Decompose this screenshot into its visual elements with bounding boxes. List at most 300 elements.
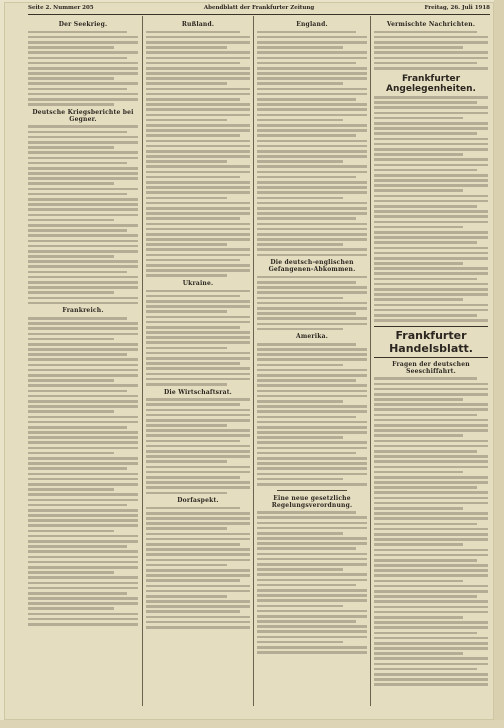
text-line (28, 400, 138, 403)
header-right: Freitag, 26. Juli 1918 (424, 5, 490, 11)
text-line (257, 511, 356, 514)
text-line (28, 77, 114, 80)
text-line (374, 267, 488, 270)
text-line (374, 403, 488, 406)
text-line (374, 621, 488, 624)
text-line (28, 250, 138, 253)
text-line (374, 184, 488, 187)
column-rule (142, 16, 143, 706)
text-line (146, 331, 250, 334)
text-line (257, 532, 343, 535)
text-line (146, 93, 250, 96)
text-line (374, 486, 477, 489)
text-line (146, 533, 250, 536)
text-line (28, 509, 138, 512)
text-line (146, 171, 250, 174)
text-line (257, 36, 367, 39)
text-line (374, 117, 463, 120)
text-line (374, 377, 477, 380)
text-line (28, 240, 138, 243)
text-line (146, 51, 250, 54)
text-line (28, 441, 138, 444)
text-line (374, 231, 488, 234)
text-line (374, 288, 488, 291)
text-line (28, 405, 138, 408)
text-line (146, 398, 250, 401)
header-left: Seite 2. Nummer 205 (28, 5, 94, 11)
text-line (28, 607, 114, 610)
text-line (374, 241, 477, 244)
text-line (374, 293, 488, 296)
text-line (146, 336, 250, 339)
text-line (257, 108, 367, 111)
text-line (374, 616, 463, 619)
text-line (374, 179, 488, 182)
text-line (257, 243, 343, 246)
text-line (146, 62, 240, 65)
text-line (146, 108, 250, 111)
text-line (257, 431, 367, 434)
text-line (28, 67, 138, 70)
text-line (146, 538, 250, 541)
text-line (374, 210, 488, 213)
text-line (374, 564, 488, 567)
text-line (28, 291, 114, 294)
text-line (28, 51, 138, 54)
heading: Fragen der deutschen Seeschiffahrt. (392, 360, 470, 375)
text-line (374, 455, 488, 458)
text-line (374, 189, 463, 192)
text-line (374, 668, 477, 671)
text-line (146, 321, 250, 324)
text-line (374, 200, 488, 203)
text-line (374, 647, 488, 650)
text-line (28, 255, 114, 258)
text-line (257, 584, 356, 587)
text-line (146, 295, 240, 298)
heading: Amerika. (296, 333, 328, 341)
text-line (257, 114, 367, 117)
text-line (257, 447, 367, 450)
text-line (374, 512, 488, 515)
text-line (28, 193, 127, 196)
text-line (28, 514, 138, 517)
text-line (146, 460, 227, 463)
text-line (257, 405, 367, 408)
heading: Eine neue gesetzliche Regelungsverordnung. (271, 494, 353, 509)
text-line (257, 72, 367, 75)
text-line (146, 129, 250, 132)
text-line (146, 559, 250, 562)
text-line (257, 51, 367, 54)
text-line (257, 441, 367, 444)
text-line (28, 182, 114, 185)
text-line (374, 673, 488, 676)
text-line (146, 476, 240, 479)
text-line (146, 419, 250, 422)
heading: Ukraine. (182, 280, 214, 287)
text-line (28, 436, 138, 439)
text-line (146, 77, 250, 80)
text-line (374, 491, 488, 494)
text-line (257, 467, 367, 470)
text-line (28, 582, 138, 585)
text-line (146, 590, 250, 593)
text-line (28, 343, 138, 346)
text-line (28, 467, 127, 470)
text-line (257, 233, 367, 236)
heading: Dorfaspekt. (177, 497, 219, 505)
text-line (146, 217, 240, 220)
text-line (374, 429, 488, 432)
text-line (257, 473, 367, 476)
text-line (28, 72, 138, 75)
text-line (28, 265, 138, 268)
text-line (28, 353, 127, 356)
text-line (28, 188, 138, 191)
text-line (257, 400, 343, 403)
text-line (257, 176, 356, 179)
text-line (146, 409, 250, 412)
text-line (146, 450, 250, 453)
text-line (28, 31, 127, 34)
text-line (374, 383, 488, 386)
text-line (28, 602, 138, 605)
text-line (257, 573, 367, 576)
text-line (146, 228, 250, 231)
text-line (257, 364, 343, 367)
text-line (257, 547, 356, 550)
text-line (146, 553, 250, 556)
text-line (257, 171, 367, 174)
text-line (257, 542, 367, 545)
text-line (257, 286, 367, 289)
text-line (374, 41, 488, 44)
text-line (374, 580, 463, 583)
text-line (146, 466, 250, 469)
text-line (257, 248, 367, 251)
text-line (28, 333, 138, 336)
text-line (28, 550, 138, 553)
text-line (28, 431, 138, 434)
text-line (28, 198, 138, 201)
text-line (374, 585, 488, 588)
text-line (257, 462, 367, 465)
text-line (374, 398, 463, 401)
text-line (257, 594, 367, 597)
text-line (257, 537, 367, 540)
text-line (374, 466, 488, 469)
text-line (28, 348, 138, 351)
text-line (146, 341, 250, 344)
text-line (28, 390, 127, 393)
text-line (257, 426, 367, 429)
text-line (146, 165, 250, 168)
text-line (146, 254, 250, 257)
text-line (374, 626, 488, 629)
text-line (257, 181, 367, 184)
text-line (374, 247, 488, 250)
text-line (146, 191, 250, 194)
text-line (257, 379, 356, 382)
text-line (374, 31, 477, 34)
text-line (28, 125, 138, 128)
text-line (28, 88, 127, 91)
text-line (28, 229, 127, 232)
text-line (257, 605, 343, 608)
text-line (146, 600, 250, 603)
text-line (28, 384, 138, 387)
text-line (374, 62, 477, 65)
text-line (374, 304, 488, 307)
text-line (28, 535, 138, 538)
text-line (257, 421, 367, 424)
text-line (257, 124, 367, 127)
text-line (374, 528, 488, 531)
text-line (374, 36, 488, 39)
text-line (257, 165, 367, 168)
text-line (257, 416, 356, 419)
text-line (374, 67, 488, 70)
text-line (257, 82, 343, 85)
text-line (28, 224, 138, 227)
text-line (28, 571, 114, 574)
text-line (257, 328, 343, 331)
text-line (257, 297, 343, 300)
text-line (374, 574, 488, 577)
text-line (257, 527, 367, 530)
text-line (146, 41, 250, 44)
text-line (146, 574, 250, 577)
text-line (374, 678, 488, 681)
heading: Rußland. (181, 21, 215, 28)
text-line (28, 452, 114, 455)
text-line (146, 176, 240, 179)
text-line (146, 114, 250, 117)
heading: Vermischte Nachrichten. (386, 21, 476, 28)
header-center: Abendblatt der Frankfurter Zeitung (203, 5, 315, 11)
text-line (28, 493, 138, 496)
text-line (28, 369, 138, 372)
text-line (257, 358, 367, 361)
text-line (374, 632, 477, 635)
text-line (257, 589, 367, 592)
text-line (374, 96, 488, 99)
text-line (257, 553, 367, 556)
text-line (374, 434, 463, 437)
text-line (146, 155, 250, 158)
text-line (374, 127, 488, 130)
text-line (257, 568, 343, 571)
text-line (257, 483, 367, 486)
text-line (146, 202, 250, 205)
text-line (257, 395, 367, 398)
text-line (374, 657, 488, 660)
text-line (374, 195, 488, 198)
text-line (146, 585, 250, 588)
text-line (28, 136, 138, 139)
text-line (374, 507, 463, 510)
column-3 (257, 18, 367, 708)
text-line (28, 167, 138, 170)
text-line (146, 595, 227, 598)
text-line (257, 641, 343, 644)
text-line (28, 623, 138, 626)
text-line (28, 141, 138, 144)
text-line (28, 618, 138, 621)
text-line (28, 146, 114, 149)
text-line (257, 276, 367, 279)
text-line (28, 157, 138, 160)
text-line (146, 326, 240, 329)
text-line (374, 319, 488, 322)
text-line (257, 150, 367, 153)
text-line (146, 564, 227, 567)
text-line (146, 471, 250, 474)
text-line (146, 181, 250, 184)
text-line (374, 122, 488, 125)
text-line (374, 205, 477, 208)
text-line (257, 348, 367, 351)
text-line (374, 497, 488, 500)
text-line (257, 630, 367, 633)
text-line (28, 540, 138, 543)
text-line (146, 238, 250, 241)
text-line (146, 57, 250, 60)
text-line (146, 352, 250, 355)
text-line (28, 322, 138, 325)
text-line (146, 243, 227, 246)
text-line (257, 281, 356, 284)
text-line (257, 563, 367, 566)
text-line (28, 208, 138, 211)
text-line (146, 305, 250, 308)
text-line (257, 207, 367, 210)
text-line (28, 276, 138, 279)
text-line (28, 478, 138, 481)
text-line (374, 440, 488, 443)
text-line (28, 447, 138, 450)
heading: Deutsche Kriegsberichte bei Gegner. (32, 108, 134, 123)
text-line (257, 134, 356, 137)
text-line (146, 507, 240, 510)
text-line (374, 523, 477, 526)
text-line (146, 362, 240, 365)
text-line (374, 283, 488, 286)
text-line (146, 134, 240, 137)
page-header (28, 2, 490, 15)
text-line (257, 186, 367, 189)
text-line (257, 46, 343, 49)
column-1 (28, 18, 138, 708)
text-line (28, 416, 138, 419)
text-line (257, 516, 367, 519)
text-line (28, 151, 138, 154)
text-line (374, 143, 488, 146)
text-line (257, 457, 367, 460)
text-line (374, 132, 477, 135)
text-line (257, 238, 367, 241)
text-line (374, 257, 488, 260)
separator-rule (277, 490, 347, 491)
text-line (257, 77, 367, 80)
text-line (257, 202, 367, 205)
text-line (146, 512, 250, 515)
text-line (374, 652, 463, 655)
text-line (28, 286, 138, 289)
text-line (28, 504, 127, 507)
text-line (257, 579, 367, 582)
text-line (28, 592, 127, 595)
text-line (257, 384, 367, 387)
text-line (28, 364, 138, 367)
text-line (257, 129, 367, 132)
heading: Die deutsch-englischen Gefangenen-Abkommen. (268, 259, 356, 274)
text-line (257, 119, 343, 122)
text-line (257, 522, 367, 525)
text-line (146, 145, 250, 148)
text-line (257, 62, 356, 65)
text-line (374, 164, 488, 167)
text-line (146, 233, 250, 236)
text-line (146, 347, 227, 350)
column-2 (146, 18, 250, 708)
text-line (257, 93, 367, 96)
text-line (257, 307, 367, 310)
text-line (28, 317, 127, 320)
text-line (374, 590, 488, 593)
text-line (257, 57, 367, 60)
text-line (374, 538, 488, 541)
text-line (28, 62, 138, 65)
text-line (28, 524, 138, 527)
text-line (146, 103, 250, 106)
text-line (374, 221, 488, 224)
text-line (146, 212, 250, 215)
text-line (146, 248, 250, 251)
text-line (28, 597, 138, 600)
text-line (146, 259, 240, 262)
text-line (374, 57, 488, 60)
text-line (257, 369, 367, 372)
text-line (257, 197, 343, 200)
text-line (374, 476, 488, 479)
text-line (28, 234, 138, 237)
text-line (146, 548, 250, 551)
text-line (28, 530, 114, 533)
text-line (146, 610, 240, 613)
text-line (374, 517, 488, 520)
text-line (146, 269, 250, 272)
text-line (146, 455, 250, 458)
text-line (28, 410, 114, 413)
text-line (374, 595, 477, 598)
text-line (146, 46, 227, 49)
heading: Frankreich. (62, 307, 104, 315)
text-line (374, 138, 488, 141)
text-line (374, 414, 477, 417)
text-line (257, 636, 367, 639)
text-line (257, 140, 367, 143)
text-line (374, 460, 488, 463)
text-line (257, 302, 367, 305)
text-line (146, 82, 227, 85)
text-line (146, 579, 240, 582)
text-line (374, 471, 463, 474)
text-line (28, 36, 138, 39)
text-line (257, 223, 367, 226)
text-line (28, 374, 138, 377)
